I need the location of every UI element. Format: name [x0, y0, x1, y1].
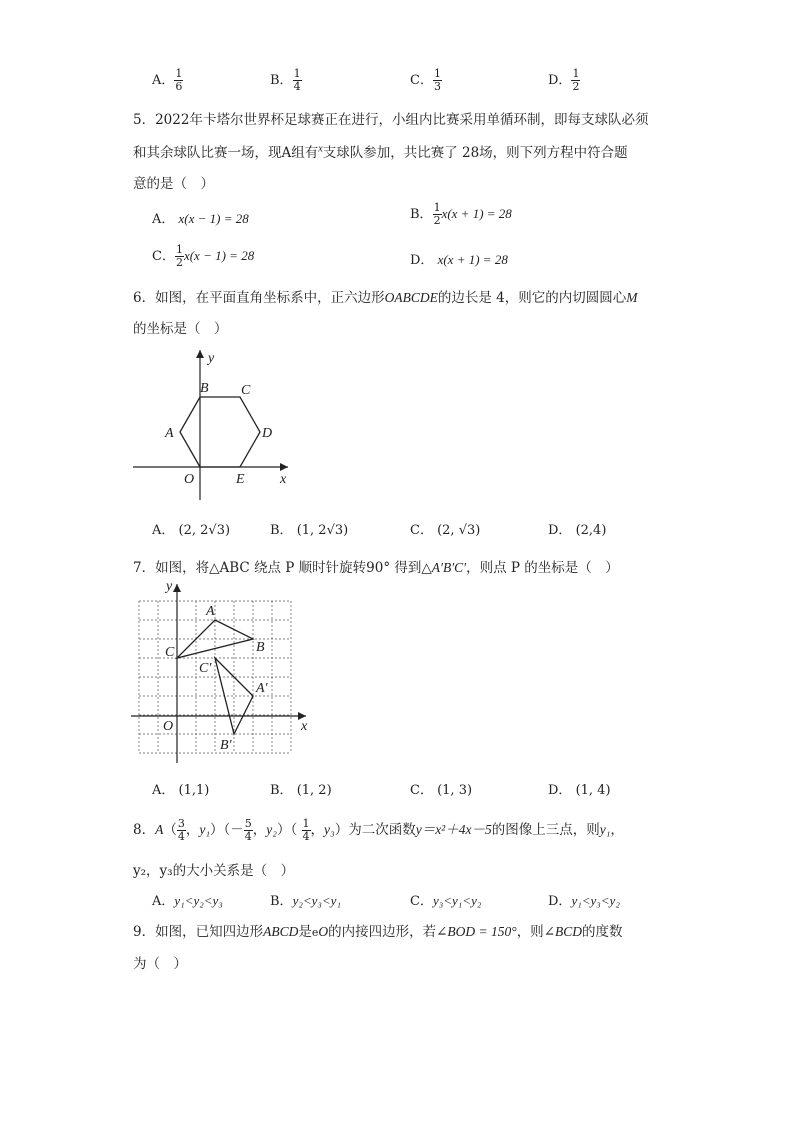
label-b: B [256, 640, 265, 655]
label-o: O [184, 472, 195, 487]
q8-option-c: C．y₃<y₁<y₂ [410, 893, 482, 909]
y-axis-arrow [173, 584, 181, 592]
q7-option-a: A． (1,1) [152, 783, 210, 798]
q5-line-2: 和其余球队比赛一场，现A组有$^x$支球队参加，共比赛了 28场，则下列方程中符合题 [133, 143, 628, 161]
q5-option-a: A． x(x − 1) = 28 [152, 211, 249, 227]
q8-option-b: B．y₂<y₃<y₁ [270, 893, 341, 909]
label-y: y [208, 351, 215, 366]
q8-line-2: y₂，y₃的大小关系是（ ） [133, 863, 295, 879]
label-c: C [241, 383, 251, 398]
label-b: B [200, 381, 209, 396]
label-x: x [301, 719, 308, 734]
label-b-prime: B′ [220, 738, 232, 753]
q9-line-2: 为（ ） [133, 956, 187, 972]
q6-option-d: D． (2,4) [548, 523, 607, 538]
y-axis-arrow [196, 350, 204, 358]
x-axis-arrow [280, 463, 288, 471]
label-a-prime: A′ [256, 681, 268, 696]
label-x: x [280, 472, 287, 487]
q6-hexagon-figure [128, 345, 298, 505]
q7-grid-figure [128, 578, 318, 768]
q6-option-b: B． (1, 2√3) [270, 523, 349, 538]
q5-option-d: D． x(x + 1) = 28 [410, 252, 508, 268]
q8-option-d: D．y₁<y₃<y₂ [548, 893, 620, 909]
q4-option-d: D． $\frac{1}{2}$ [548, 67, 580, 93]
label-c-prime: C′ [199, 661, 212, 676]
q5-line-3: 意的是（ ） [133, 176, 214, 192]
q5-line-1: 5．2022年卡塔尔世界杯足球赛正在进行，小组内比赛采用单循环制，即每支球队必须 [133, 112, 649, 128]
hexagon-oabcde [180, 397, 260, 467]
q4-option-b: B． $\frac{1}{4}$ [270, 67, 301, 93]
q7-option-d: D． (1, 4) [548, 783, 611, 798]
q6-option-c: C． (2, √3) [410, 523, 481, 538]
q5-option-b: B． $\frac{1}{2}$ x(x + 1) = 28 [410, 201, 512, 227]
q8-line-1: 8．A（ $\frac{3}{4}$ ，y₁）（－ $\frac{5}{4}$ ，y₂）（ $\frac{1}{4}$ ，y₃）为二次函数y＝x²＋4x－5的图像上三点，则y₁， [133, 817, 624, 843]
q9-line-1: 9．如图，已知四边形ABCD是eO的内接四边形，若∠BOD = 150°，则∠BCD的度数 [133, 924, 623, 940]
label-a: A [206, 604, 215, 619]
label-d: D [262, 426, 273, 441]
q6-line-2: 的坐标是（ ） [133, 321, 228, 337]
label-o: O [163, 719, 174, 734]
q6-line-1: 6．如图，在平面直角坐标系中，正六边形OABCDE的边长是 4，则它的内切圆圆心M [133, 290, 638, 306]
q4-option-c: C． $\frac{1}{3}$ [410, 67, 441, 93]
q4-option-a: A． $\frac{1}{6}$ [152, 67, 183, 93]
dashed-grid [139, 601, 291, 753]
q5-option-c: C． $\frac{1}{2}$ x(x − 1) = 28 [152, 243, 255, 269]
q6-option-a: A． (2, 2√3) [152, 523, 231, 538]
q8-option-a: A．y₁<y₂<y₃ [152, 893, 223, 909]
label-c: C [165, 645, 175, 660]
label-y: y [166, 579, 173, 594]
label-e: E [236, 472, 245, 487]
label-a: A [165, 426, 174, 441]
q7-line-1: 7．如图，将△ABC 绕点 P 顺时针旋转90° 得到△A′B′C′，则点 P 的坐标是（ ） [133, 560, 619, 576]
q7-option-c: C． (1, 3) [410, 783, 473, 798]
q7-option-b: B． (1, 2) [270, 783, 332, 798]
